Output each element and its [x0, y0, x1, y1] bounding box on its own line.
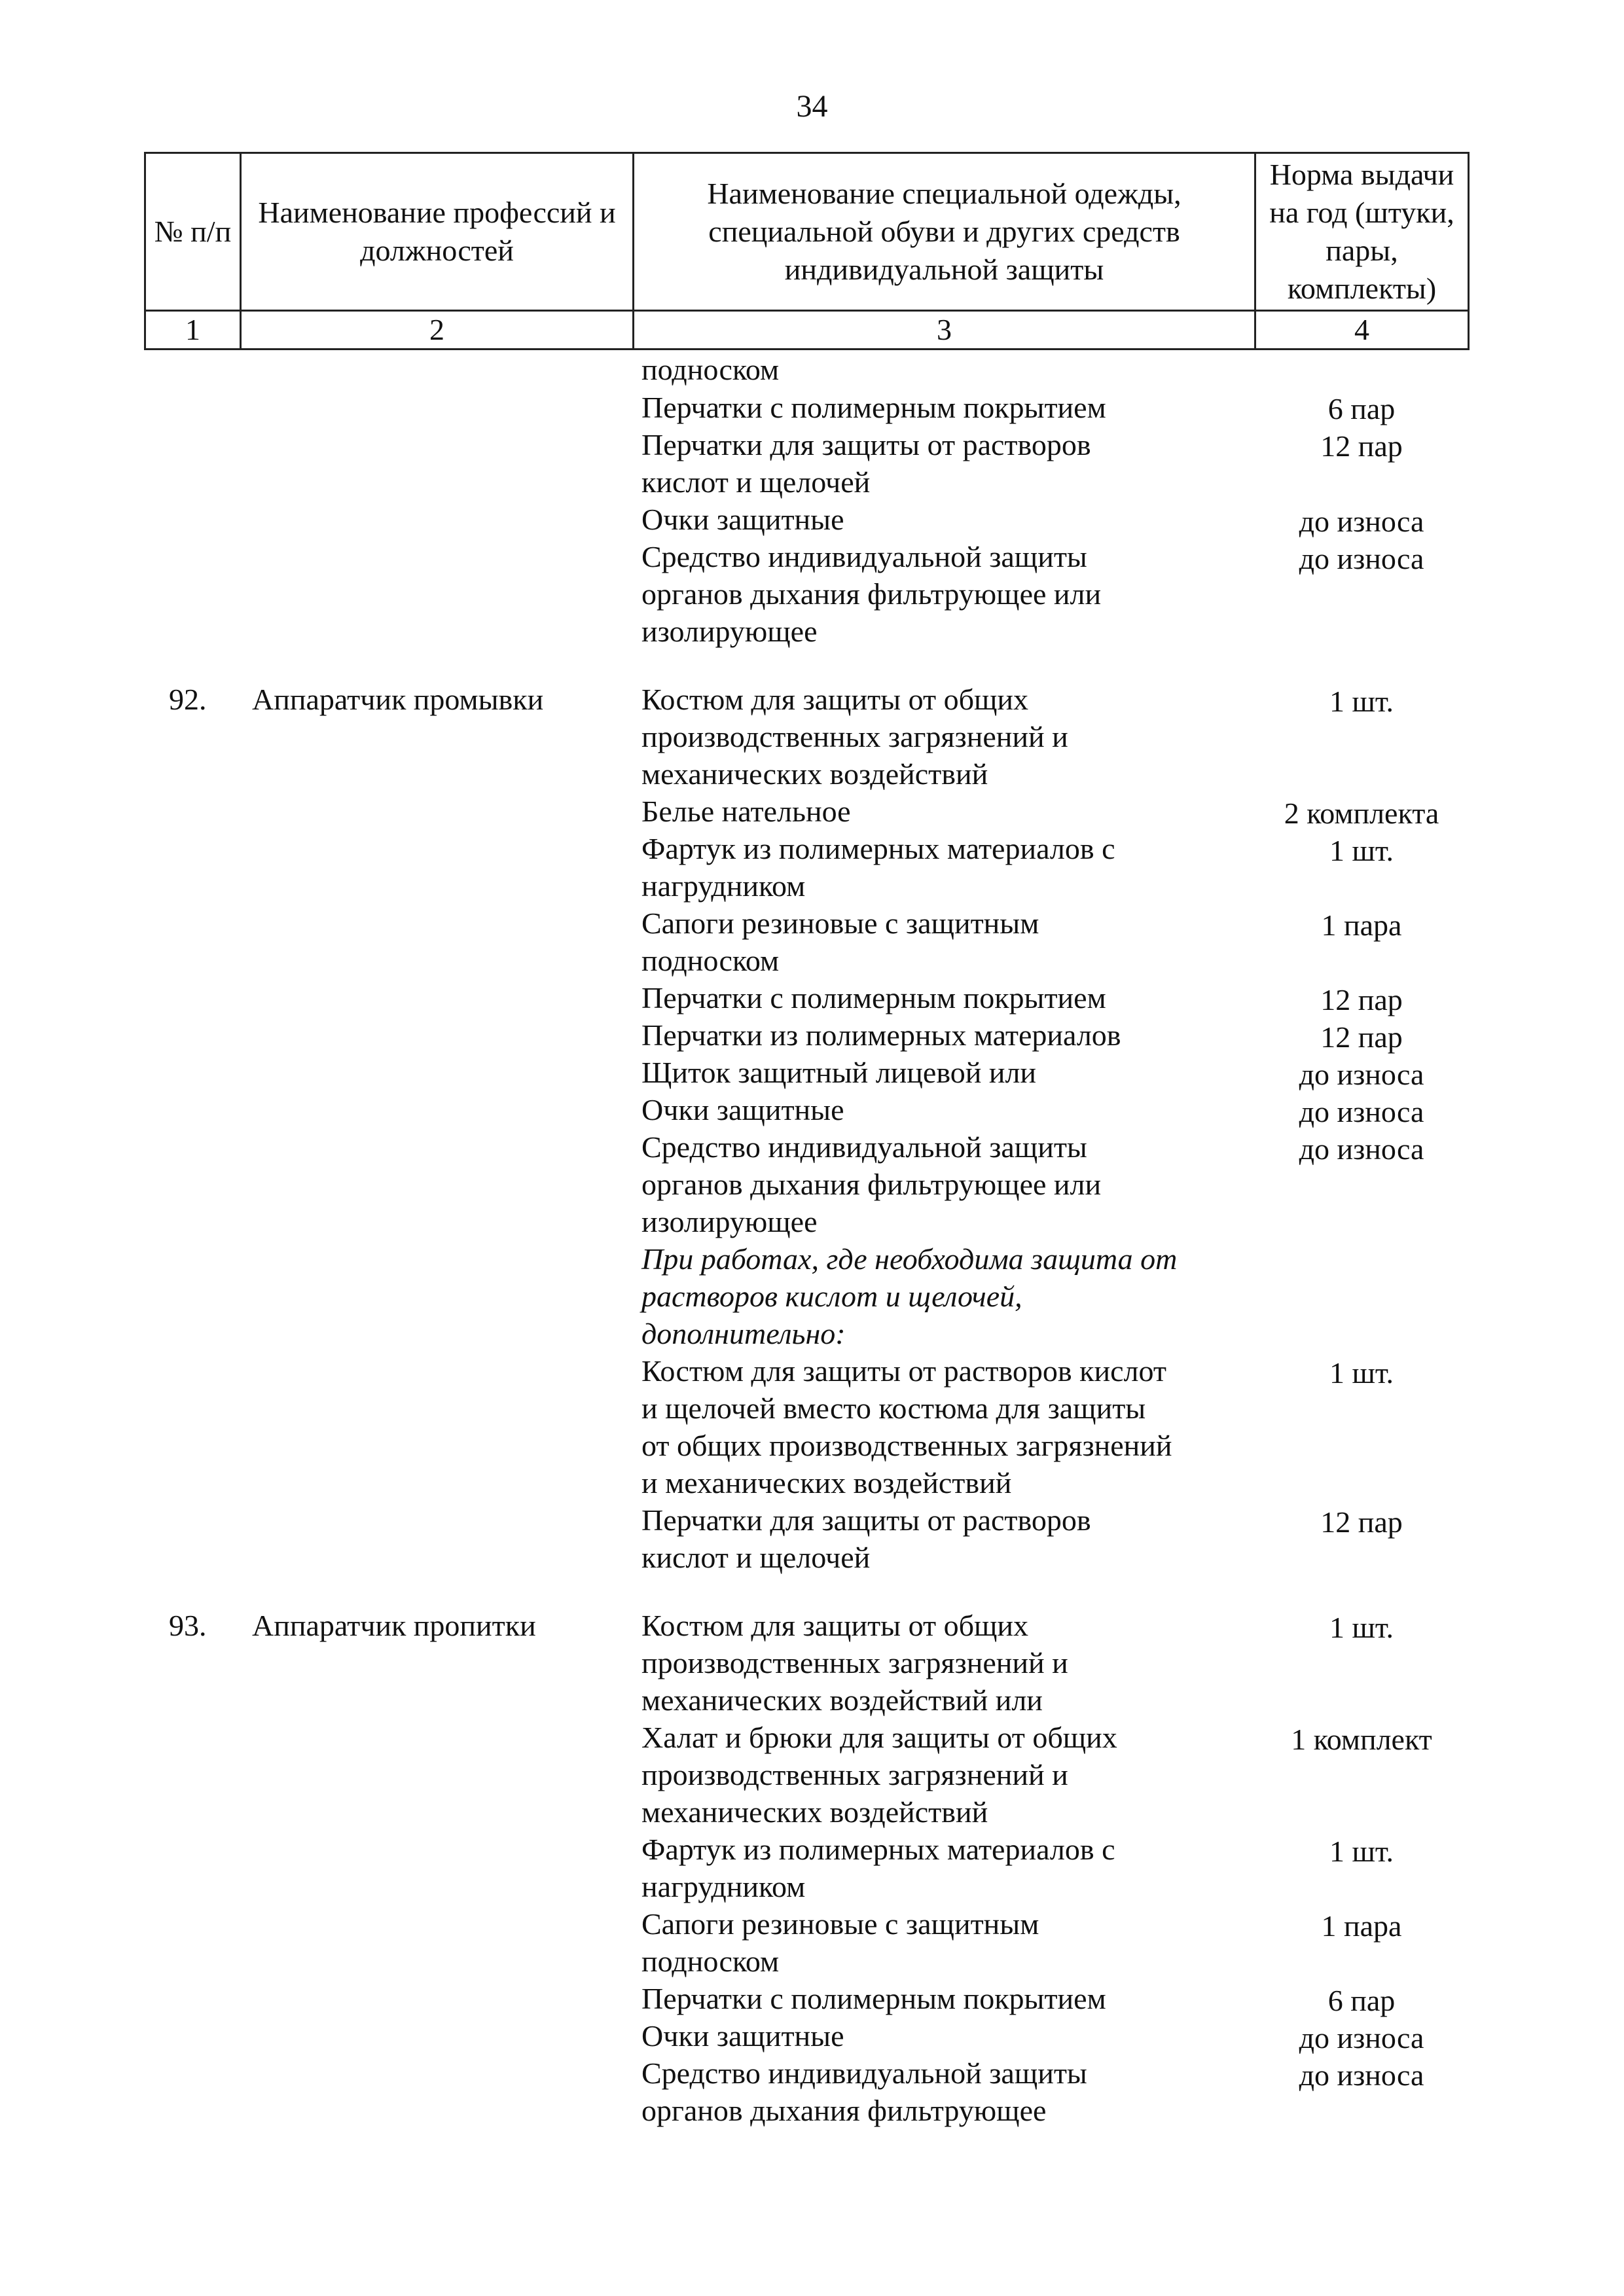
norm-value: до износа [1299, 542, 1424, 575]
equipment-line: Очки защитные [641, 2019, 844, 2053]
equipment-line: Перчатки для защиты от растворов [641, 1503, 1091, 1537]
norm-value: 6 пар [1327, 1984, 1396, 2017]
equipment-line: производственных загрязнений и [641, 1646, 1068, 1679]
header-number: № п/п [145, 153, 241, 311]
equipment-line: Перчатки с полимерным покрытием [641, 391, 1106, 424]
norm-value: до износа [1299, 2021, 1424, 2054]
norm-value: до износа [1299, 1058, 1424, 1091]
column-number-4: 4 [1255, 311, 1469, 350]
equipment-line: Щиток защитный лицевой или [641, 1056, 1037, 1089]
equipment-line: подноском [641, 353, 780, 386]
header-row [145, 153, 1469, 311]
equipment-line: Халат и брюки для защиты от общих [641, 1721, 1117, 1754]
column-number-3: 3 [634, 311, 1255, 350]
norm-value: 12 пар [1320, 1505, 1403, 1539]
equipment-line: органов дыхания фильтрующее [641, 2094, 1047, 2127]
equipment-line: Фартук из полимерных материалов с [641, 1833, 1115, 1866]
equipment-line: нагрудником [641, 869, 806, 903]
norm-value: 1 шт. [1329, 1356, 1394, 1390]
equipment-line: органов дыхания фильтрующее или [641, 577, 1102, 611]
column-number-2: 2 [241, 311, 634, 350]
norm-value: 1 шт. [1329, 1611, 1394, 1644]
equipment-line: кислот и щелочей [641, 1541, 871, 1574]
norm-value: до износа [1299, 2058, 1424, 2092]
equipment-line: Средство индивидуальной защиты [641, 2056, 1087, 2090]
equipment-line: Перчатки с полимерным покрытием [641, 1982, 1106, 2015]
additional-note-line: При работах, где необходима защита от [641, 1242, 1178, 1276]
profession-name: Аппаратчик пропитки [252, 1609, 536, 1642]
equipment-line: производственных загрязнений и [641, 720, 1068, 753]
equipment-line: Сапоги резиновые с защитным [641, 1907, 1039, 1941]
norm-value: 2 комплекта [1284, 797, 1439, 830]
equipment-line: механических воздействий [641, 1795, 988, 1829]
norm-value: 1 шт. [1329, 1835, 1394, 1868]
equipment-line: органов дыхания фильтрующее или [641, 1168, 1102, 1201]
equipment-line: Белье нательное [641, 795, 851, 828]
equipment-line: от общих производственных загрязнений [641, 1429, 1172, 1462]
additional-note-line: дополнительно: [641, 1317, 846, 1350]
equipment-line: подноском [641, 1945, 780, 1978]
norm-value: до износа [1299, 505, 1424, 538]
table-header [144, 152, 1470, 350]
equipment-line: производственных загрязнений и [641, 1758, 1068, 1791]
equipment-line: Перчатки с полимерным покрытием [641, 981, 1106, 1014]
norm-value: 1 пара [1321, 908, 1402, 942]
equipment-line: Перчатки из полимерных материалов [641, 1018, 1121, 1052]
equipment-line: Средство индивидуальной защиты [641, 1130, 1087, 1164]
equipment-line: изолирующее [641, 615, 818, 648]
norm-value: 6 пар [1327, 392, 1396, 425]
profession-name: Аппаратчик промывки [252, 683, 544, 716]
entry-number: 92. [169, 683, 207, 716]
norm-value: до износа [1299, 1095, 1424, 1128]
norm-value: 1 пара [1321, 1909, 1402, 1943]
equipment-line: и механических воздействий [641, 1466, 1012, 1499]
norm-value: 1 комплект [1291, 1723, 1432, 1756]
equipment-line: механических воздействий или [641, 1683, 1043, 1717]
equipment-line: Фартук из полимерных материалов с [641, 832, 1115, 865]
equipment-line: Костюм для защиты от общих [641, 1609, 1029, 1642]
equipment-line: Средство индивидуальной защиты [641, 540, 1087, 573]
page-number: 34 [796, 89, 828, 124]
equipment-line: подноском [641, 944, 780, 977]
header-profession: Наименование профессий и должностей [241, 153, 634, 311]
equipment-line: кислот и щелочей [641, 465, 871, 499]
header-norm: Норма выдачи на год (штуки, пары, комплекты) [1255, 153, 1469, 311]
norm-value: 1 шт. [1329, 685, 1394, 718]
equipment-line: Очки защитные [641, 1093, 844, 1126]
column-number-1: 1 [145, 311, 241, 350]
header-equipment: Наименование специальной одежды, специальной обуви и других средств индивидуальной защиты [634, 153, 1255, 311]
norm-value: 12 пар [1320, 983, 1403, 1016]
entry-number: 93. [169, 1609, 207, 1642]
norm-value: 12 пар [1320, 429, 1403, 463]
equipment-line: и щелочей вместо костюма для защиты [641, 1391, 1146, 1425]
equipment-line: Костюм для защиты от растворов кислот [641, 1354, 1166, 1388]
equipment-line: Перчатки для защиты от растворов [641, 428, 1091, 461]
equipment-line: Костюм для защиты от общих [641, 683, 1029, 716]
equipment-line: Сапоги резиновые с защитным [641, 906, 1039, 940]
additional-note-line: растворов кислот и щелочей, [641, 1280, 1022, 1313]
equipment-line: механических воздействий [641, 757, 988, 791]
column-number-row [145, 311, 1469, 350]
equipment-line: нагрудником [641, 1870, 806, 1903]
norm-value: до износа [1299, 1132, 1424, 1166]
equipment-line: Очки защитные [641, 503, 844, 536]
norm-value: 1 шт. [1329, 834, 1394, 867]
norm-value: 12 пар [1320, 1020, 1403, 1054]
equipment-line: изолирующее [641, 1205, 818, 1238]
